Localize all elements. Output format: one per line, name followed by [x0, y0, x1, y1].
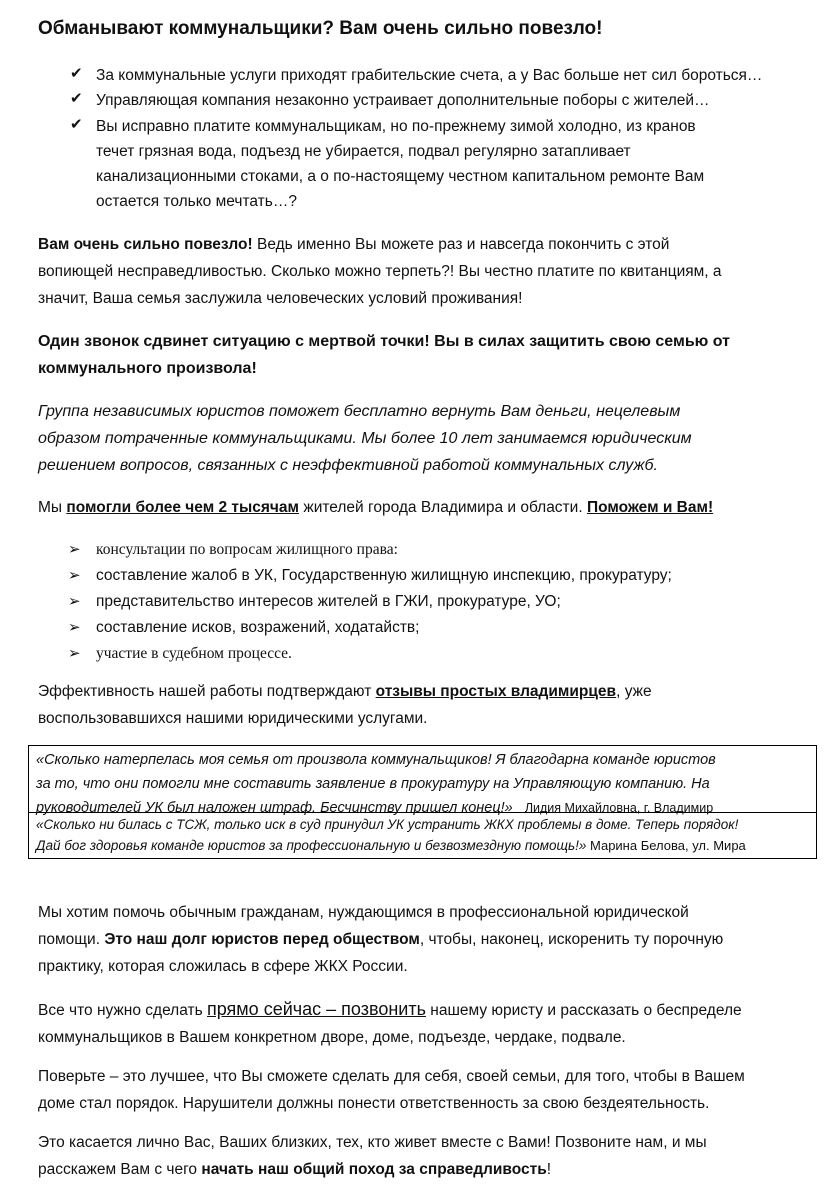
believe-line: Поверьте – это лучшее, что Вы сможете сделать для себя, своей семьи, для того, чтобы в Вашем	[38, 1068, 745, 1085]
service-item: участие в судебном процессе.	[96, 645, 292, 662]
review-line: руководителей УК был наложен штраф. Бесчинству пришел конец!»	[36, 800, 513, 816]
arrow-bullet-icon: ➢	[68, 645, 81, 662]
believe-paragraph	[38, 1063, 788, 1117]
call-line: коммунального произвола!	[38, 360, 257, 377]
efficiency-text: , уже	[616, 683, 652, 700]
checkmark-icon: ✔	[70, 116, 83, 133]
checkmark-icon: ✔	[70, 90, 83, 107]
review-line: «Сколько натерпелась моя семья от произвола коммунальщиков! Я благодарна команде юристов	[36, 752, 716, 768]
call-line: Один звонок сдвинет ситуацию с мертвой точки! Вы в силах защитить свою семью от	[38, 333, 730, 350]
group-line: Группа независимых юристов поможет бесплатно вернуть Вам деньги, нецелевым	[38, 403, 681, 420]
lucky-line: вопиющей несправедливостью. Сколько можно терпеть?! Вы честно платите по квитанциям, а	[38, 263, 722, 280]
helped-text: жителей города Владимира и области.	[299, 499, 587, 516]
final-line: Это касается лично Вас, Ваших близких, тех, кто живет вместе с Вами! Позвоните нам, и мы	[38, 1134, 707, 1151]
reviews-link: отзывы простых владимирцев	[375, 683, 617, 700]
duty-line: практику, которая сложилась в сфере ЖКХ России.	[38, 958, 408, 975]
efficiency-paragraph	[38, 678, 788, 732]
duty-text: , чтобы, наконец, искоренить ту порочную	[419, 931, 724, 948]
group-paragraph	[38, 398, 788, 479]
check-item-3-line: канализационными стоками, а о по-настоящему честном капитальном ремонте Вам	[96, 168, 705, 185]
helped-text: Мы	[38, 499, 67, 516]
final-bold: начать наш общий поход за справедливость	[201, 1161, 547, 1178]
arrow-bullet-icon: ➢	[68, 567, 81, 584]
duty-line: Мы хотим помочь обычным гражданам, нуждающимся в профессиональной юридической	[38, 904, 689, 921]
lucky-line: значит, Ваша семья заслужила человеческих условий проживания!	[38, 290, 523, 307]
final-paragraph	[38, 1129, 788, 1183]
review-line: Дай бог здоровья команде юристов за профессиональную и безвозмездную помощь!»	[36, 838, 587, 853]
group-line: образом потраченные коммунальщиками. Мы более 10 лет занимаемся юридическим	[38, 430, 692, 447]
check-item-3	[96, 114, 786, 214]
check-item-3-line: течет грязная вода, подъезд не убирается, подвал регулярно затапливает	[96, 143, 631, 160]
check-item-3-line: остается только мечтать…?	[96, 193, 297, 210]
call-now-paragraph	[38, 996, 788, 1051]
review-line: за то, что они помогли мне составить заявление в прокуратуру на Управляющую компанию. На	[36, 776, 710, 792]
service-item: консультации по вопросам жилищного права:	[96, 541, 398, 558]
efficiency-text: Эффективность нашей работы подтверждают	[38, 683, 376, 700]
review-author: Лидия Михайловна, г. Владимир	[524, 801, 714, 815]
check-item-3-line: Вы исправно платите коммунальщикам, но по-прежнему зимой холодно, из кранов	[96, 118, 696, 135]
call-paragraph	[38, 328, 788, 382]
duty-text: помощи.	[38, 931, 105, 948]
duty-paragraph	[38, 899, 788, 980]
believe-line: доме стал порядок. Нарушители должны понести ответственность за свою бездеятельность.	[38, 1095, 710, 1112]
review-line: «Сколько ни билась с ТСЖ, только иск в суд принудил УК устранить ЖКХ проблемы в доме. Теперь порядок!	[36, 817, 739, 832]
call-now-text: Все что нужно сделать	[38, 1002, 207, 1019]
arrow-bullet-icon: ➢	[68, 593, 81, 610]
review-author: Марина Белова, ул. Мира	[586, 838, 746, 853]
call-now-text: нашему юристу и рассказать о беспределе	[425, 1002, 742, 1019]
helped-link: помогли более чем 2 тысячам	[66, 499, 300, 516]
check-item-2: Управляющая компания незаконно устраивает дополнительные поборы с жителей…	[96, 92, 710, 109]
call-now-link: прямо сейчас – позвонить	[207, 999, 426, 1019]
arrow-bullet-icon: ➢	[68, 619, 81, 636]
review-box-1	[28, 745, 817, 816]
service-item: представительство интересов жителей в ГЖИ, прокуратуре, УО;	[96, 593, 561, 610]
duty-bold: Это наш долг юристов перед обществом	[104, 931, 420, 948]
group-line: решением вопросов, связанных с неэффективной работой коммунальных служб.	[38, 457, 658, 474]
lucky-bold: Вам очень сильно повезло!	[38, 236, 253, 253]
review-box-2	[28, 813, 817, 859]
page-title: Обманывают коммунальщики? Вам очень сильно повезло!	[38, 18, 603, 39]
checkmark-icon: ✔	[70, 65, 83, 82]
final-text: !	[546, 1161, 552, 1178]
helped-paragraph	[38, 494, 788, 521]
check-item-1: За коммунальные услуги приходят грабительские счета, а у Вас больше нет сил бороться…	[96, 67, 763, 84]
service-item: составление жалоб в УК, Государственную жилищную инспекцию, прокуратуру;	[96, 567, 672, 584]
service-item: составление исков, возражений, ходатайств;	[96, 619, 420, 636]
arrow-bullet-icon: ➢	[68, 541, 81, 558]
efficiency-line: воспользовавшихся нашими юридическими услугами.	[38, 710, 428, 727]
lucky-paragraph	[38, 231, 788, 312]
call-now-line: коммунальщиков в Вашем конкретном дворе, доме, подъезде, чердаке, подвале.	[38, 1029, 626, 1046]
help-you-link: Поможем и Вам!	[586, 499, 714, 516]
final-text: расскажем Вам с чего	[38, 1161, 202, 1178]
lucky-text: Ведь именно Вы можете раз и навсегда покончить с этой	[252, 236, 670, 253]
